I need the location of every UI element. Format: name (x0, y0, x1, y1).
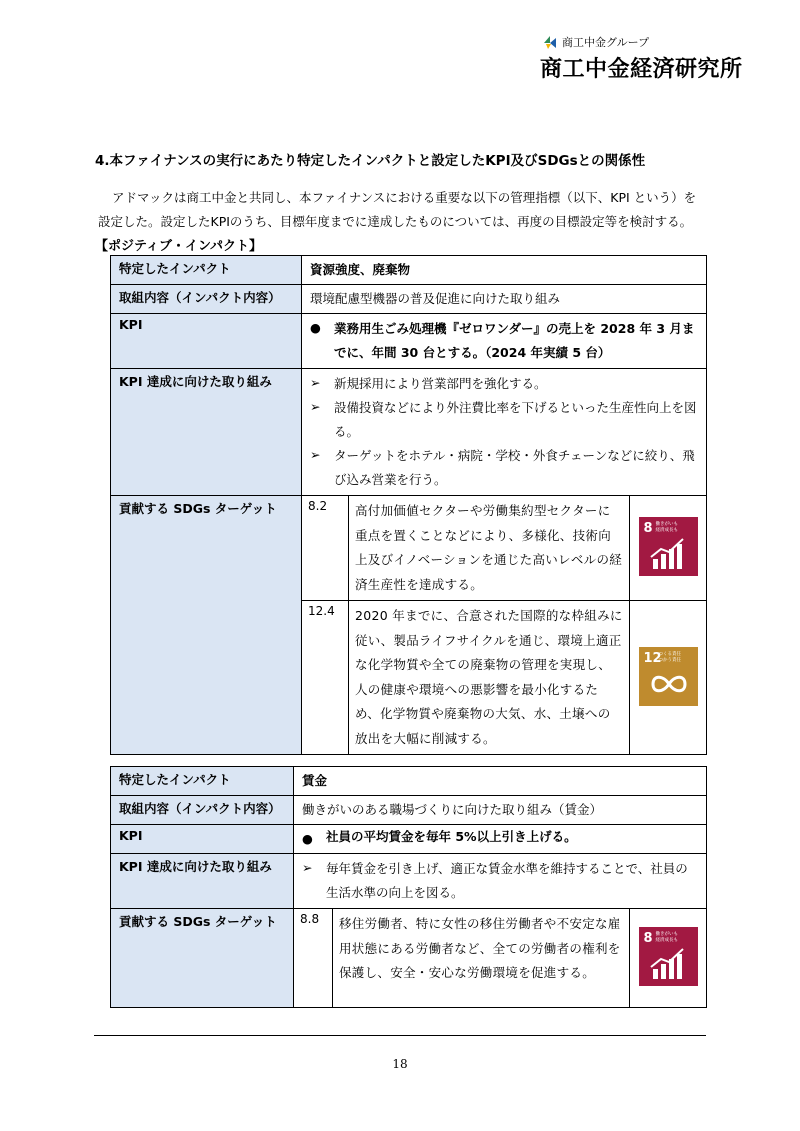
kpi-cell (302, 314, 707, 369)
efforts-label: KPI 達成に向けた取り組み (111, 854, 294, 909)
efforts-label: KPI 達成に向けた取り組み (111, 369, 302, 496)
sdg-target-text: 2020 年までに、合意された国際的な枠組みに従い、製品ライフサイクルを通じ、環境上適正な化学物質や全ての廃棄物の管理を実現し、人の健康や環境への悪影響を最小化するため、化学物質や廃棄物の大気、水、土壌への放出を大幅に削減する。 (349, 601, 630, 755)
kpi-label: KPI (111, 825, 294, 854)
impact-value: 資源強度、廃棄物 (302, 256, 707, 285)
page-number: 18 (392, 1057, 408, 1071)
arrow-bullet-icon: ➢ (310, 447, 321, 462)
action-value: 働きがいのある職場づくりに向けた取り組み（賃金） (294, 796, 707, 825)
effort-item: ➢ 毎年賃金を引き上げ、適正な賃金水準を維持することで、社員の生活水準の向上を図る。 (302, 857, 698, 905)
impact-label: 特定したインパクト (111, 256, 302, 285)
footer-divider (94, 1035, 706, 1036)
impact-table-1 (110, 255, 707, 755)
intro-paragraph (98, 186, 712, 234)
intro-line-1: アドマックは商工中金と共同し、本ファイナンスにおける重要な以下の管理指標（以下、KPI という）を (112, 190, 697, 205)
company-logo (540, 34, 743, 83)
sdg-label: 貢献する SDGs ターゲット (111, 909, 294, 1008)
kpi-value: 業務用生ごみ処理機『ゼロワンダー』の売上を 2028 年 3 月までに、年間 30 台とする。（2024 年実績 5 台） (334, 321, 695, 360)
sdg8-icon: 8 働きがいも 経済成長も (639, 517, 698, 576)
sdg8-icon: 8 働きがいも 経済成長も (639, 927, 698, 986)
efforts-cell (294, 854, 707, 909)
kpi-value: 社員の平均賃金を毎年 5%以上引き上げる。 (326, 829, 577, 844)
efforts-cell (302, 369, 707, 496)
sdg-target-number: 8.2 (302, 496, 349, 601)
arrow-bullet-icon: ➢ (310, 375, 321, 390)
sdg-icon-cell (630, 496, 707, 601)
effort-item: ➢ ターゲットをホテル・病院・学校・外食チェーンなどに絞り、飛び込み営業を行う。 (310, 444, 698, 492)
institute-name: 商工中金経済研究所 (540, 56, 743, 82)
impact-value: 賃金 (294, 767, 707, 796)
sdg-label: 貢献する SDGs ターゲット (111, 496, 302, 755)
sdg-target-number: 12.4 (302, 601, 349, 755)
bullet-icon: ● (302, 831, 313, 846)
action-value: 環境配慮型機器の普及促進に向けた取り組み (302, 285, 707, 314)
sdg-target-number: 8.8 (294, 909, 333, 1008)
arrow-bullet-icon: ➢ (310, 399, 321, 414)
intro-line-2: 設定した。設定したKPIのうち、目標年度までに達成したものについては、再度の目標設定等を検討する。 (98, 214, 693, 229)
sdg-target-text: 高付加価値セクターや労働集約型セクターに重点を置くことなどにより、多様化、技術向上及びイノベーションを通じた高いレベルの経済生産性を達成する。 (349, 496, 630, 601)
action-label: 取組内容（インパクト内容） (111, 285, 302, 314)
sdg12-icon: 12 つくる責任 つかう責任 (639, 647, 698, 706)
impact-table-2 (110, 766, 707, 1008)
sdg-icon-cell (630, 601, 707, 755)
impact-label: 特定したインパクト (111, 767, 294, 796)
arrow-bullet-icon: ➢ (302, 860, 313, 875)
sdg-icon-cell (630, 909, 707, 1008)
action-label: 取組内容（インパクト内容） (111, 796, 294, 825)
bullet-icon: ● (310, 320, 321, 335)
logo-mark-icon (542, 34, 558, 50)
kpi-cell (294, 825, 707, 854)
group-name: 商工中金グループ (562, 36, 650, 49)
category-label: 【ポジティブ・インパクト】 (95, 239, 263, 254)
kpi-label: KPI (111, 314, 302, 369)
effort-item: ➢ 設備投資などにより外注費比率を下げるといった生産性向上を図る。 (310, 396, 698, 444)
sdg-target-text: 移住労働者、特に女性の移住労働者や不安定な雇用状態にある労働者など、全ての労働者の権利を保護し、安全・安心な労働環境を促進する。 (333, 909, 630, 1008)
section-title: 4.本ファイナンスの実行にあたり特定したインパクトと設定したKPI及びSDGsとの関係性 (95, 153, 646, 169)
effort-item: ➢ 新規採用により営業部門を強化する。 (310, 372, 698, 396)
